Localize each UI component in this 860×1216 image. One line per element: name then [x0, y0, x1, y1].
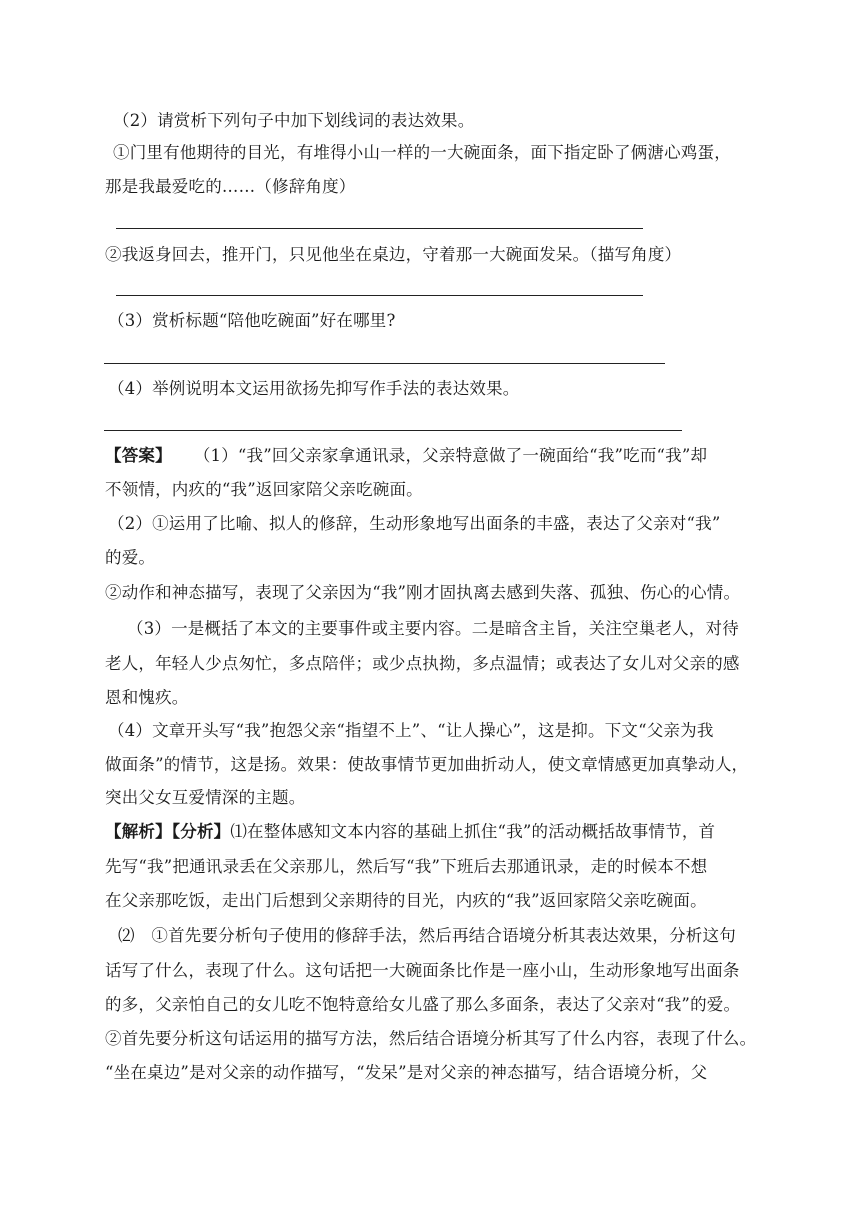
answer-3-line2: 老人，年轻人少点匆忙，多点陪伴；或少点执拗，多点温情；或表达了女儿对父亲的感	[105, 654, 740, 673]
q2-sentence1-line2: 那是我最爱吃的……（修辞角度）	[105, 177, 356, 196]
answer-3-line3: 恩和愧疚。	[105, 688, 189, 707]
analysis-label: 【解析】【分析】	[105, 822, 231, 841]
analysis-line-1	[105, 821, 715, 843]
answer-2-line2: 的爱。	[105, 548, 156, 567]
answer-blank-3	[104, 363, 665, 364]
q2-title: （2）请赏析下列句子中加下划线词的表达效果。	[113, 111, 475, 130]
answer-label: 【答案】	[105, 446, 172, 465]
q2-sentence1-line1: ①门里有他期待的目光，有堆得小山一样的一大碗面条，面下指定卧了俩溏心鸡蛋，	[113, 143, 731, 162]
answer-blank-4	[104, 430, 682, 431]
analysis-2-line3: 的多，父亲怕自己的女儿吃不饱特意给女儿盛了那么多面条，表达了父亲对“我”的爱。	[105, 995, 741, 1014]
analysis-2-line4: ②首先要分析这句话运用的描写方法，然后结合语境分析其写了什么内容，表现了什么。	[105, 1029, 757, 1048]
answer-2-line3: ②动作和神态描写，表现了父亲因为“我”刚才固执离去感到失落、孤独、伤心的心情。	[105, 583, 741, 602]
analysis-1-line1: ⑴在整体感知文本内容的基础上抓住“我”的活动概括故事情节，首	[230, 822, 716, 841]
answer-1-line2: 不领情，内疚的“我”返回家陪父亲吃碗面。	[105, 480, 423, 499]
answer-blank-1	[116, 228, 643, 229]
answer-4-line3: 突出父女互爱情深的主题。	[105, 788, 306, 807]
answer-blank-2	[116, 295, 643, 296]
analysis-2-line2: 话写了什么，表现了什么。这句话把一大碗面条比作是一座小山，生动形象地写出面条	[105, 961, 740, 980]
answer-4-line2: 做面条”的情节，这是扬。效果：使故事情节更加曲折动人，使文章情感更加真挚动人，	[105, 755, 749, 774]
answer-1-line1: （1）“我”回父亲家拿通讯录，父亲特意做了一碗面给“我”吃而“我”却	[193, 446, 708, 465]
q3-question: （3）赏析标题“陪他吃碗面”好在哪里?	[108, 311, 396, 330]
analysis-1-line3: 在父亲那吃饭，走出门后想到父亲期待的目光，内疚的“我”返回家陪父亲吃碗面。	[105, 891, 707, 910]
analysis-2-line1: ⑵ ①首先要分析句子使用的修辞手法，然后再结合语境分析其表达效果，分析这句	[118, 926, 736, 945]
analysis-1-line2: 先写“我”把通讯录丢在父亲那儿，然后写“我”下班后去那通讯录，走的时候本不想	[105, 857, 708, 876]
answer-line-1	[105, 445, 707, 467]
q4-question: （4）举例说明本文运用欲扬先抑写作手法的表达效果。	[108, 379, 520, 398]
q2-sentence2: ②我返身回去，推开门，只见他坐在桌边，守着那一大碗面发呆。（描写角度）	[105, 245, 682, 264]
answer-2-line1: （2）①运用了比喻、拟人的修辞，生动形象地写出面条的丰盛，表达了父亲对“我”	[108, 514, 721, 533]
answer-3-line1: （3）一是概括了本文的主要事件或主要内容。二是暗含主旨，关注空巢老人，对待	[127, 619, 739, 638]
analysis-2-line5: “坐在桌边”是对父亲的动作描写，“发呆”是对父亲的神态描写，结合语境分析，父	[105, 1063, 708, 1082]
answer-4-line1: （4）文章开头写“我”抱怨父亲“指望不上”、“让人操心”，这是抑。下文“父亲为我	[108, 721, 714, 740]
